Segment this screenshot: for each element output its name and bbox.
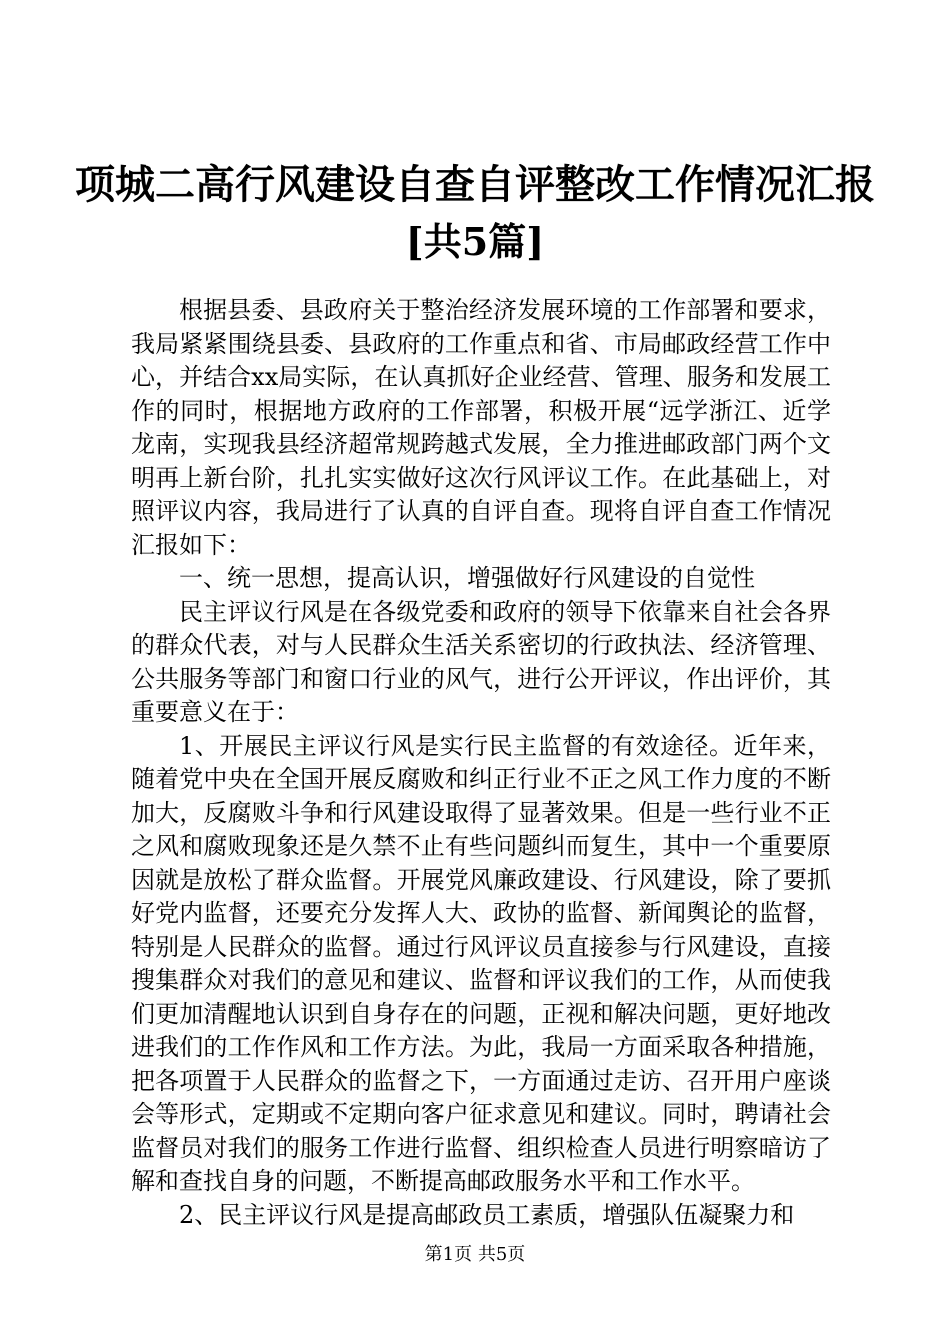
paragraph-point-2: 2、民主评议行风是提高邮政员工素质，增强队伍凝聚力和 <box>179 1200 795 1229</box>
page-footer: 第1页 共5页 <box>424 1244 526 1265</box>
document-body <box>131 294 831 1232</box>
document-subtitle: [共5篇] <box>405 219 545 264</box>
section-heading-1: 一、统一思想，提高认识，增强做好行风建设的自觉性 <box>179 564 755 592</box>
paragraph-significance: 民主评议行风是在各级党委和政府的领导下依靠来自社会各界的群众代表，对与人民群众生活关系密切的行政执法、经济管理、公共服务等部门和窗口行业的风气，进行公开评议，作出评价，其重要意义在于： <box>131 597 831 726</box>
paragraph-point-1: 1、开展民主评议行风是实行民主监督的有效途径。近年来，随着党中央在全国开展反腐败和纠正行业不正之风工作力度的不断加大，反腐败斗争和行风建设取得了显著效果。但是一些行业不正之风和腐败现象还是久禁不止有些问题纠而复生，其中一个重要原因就是放松了群众监督。开展党风廉政建设、行风建设，除了要抓好党内监督，还要充分发挥人大、政协的监督、新闻舆论的监督，特别是人民群众的监督。通过行风评议员直接参与行风建设，直接搜集群众对我们的意见和建议、监督和评议我们的工作，从而使我们更加清醒地认识到自身存在的问题，正视和解决问题，更好地改进我们的工作作风和工作方法。为此，我局一方面采取各种措施，把各项置于人民群众的监督之下，一方面通过走访、召开用户座谈会等形式，定期或不定期向客户征求意见和建议。同时，聘请社会监督员对我们的服务工作进行监督、组织检查人员进行明察暗访了解和查找自身的问题，不断提高邮政服务水平和工作水平。 <box>131 731 831 1195</box>
document-title: 项城二高行风建设自查自评整改工作情况汇报 <box>75 161 875 208</box>
paragraph-intro: 根据县委、县政府关于整治经济发展环境的工作部署和要求，我局紧紧围绕县委、县政府的工作重点和省、市局邮政经营工作中心，并结合xx局实际，在认真抓好企业经营、管理、服务和发展工作的同时，根据地方政府的工作部署，积极开展“远学浙江、近学龙南，实现我县经济超常规跨越式发展，全力推进邮政部门两个文明再上新台阶，扎扎实实做好这次行风评议工作。在此基础上，对照评议内容，我局进行了认真的自评自查。现将自评自查工作情况汇报如下： <box>131 296 831 559</box>
